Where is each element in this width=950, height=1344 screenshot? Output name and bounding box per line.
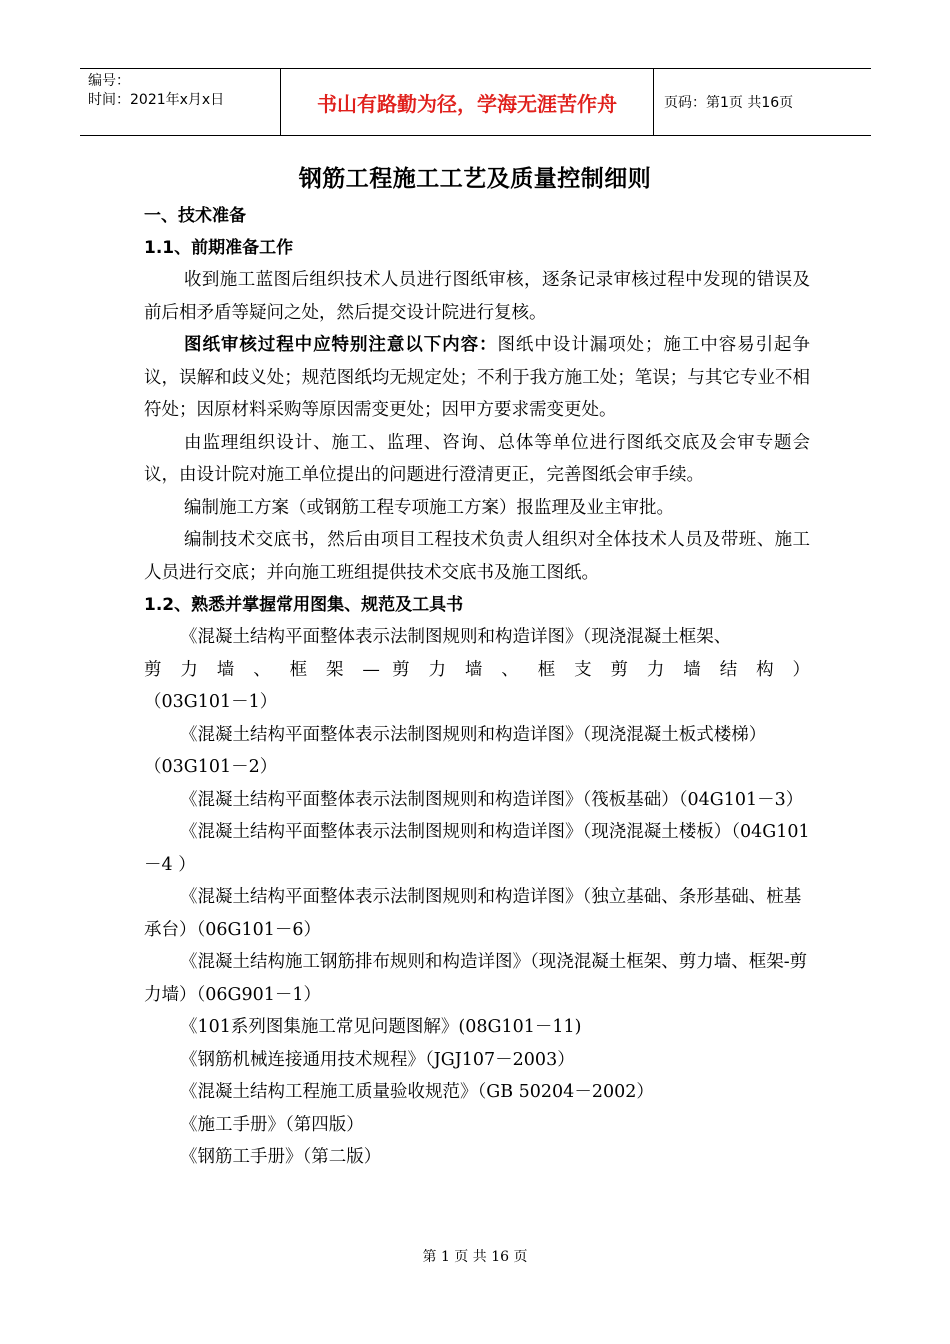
document-body	[144, 200, 810, 1174]
reference-item-1-line-2: 剪 力 墙 、 框 架 — 剪 力 墙 、 框 支 剪 力 墙 结 构 ）	[144, 659, 810, 680]
reference-item-6: 《混凝土结构施工钢筋排布规则和构造详图》（现浇混凝土框架、剪力墙、框架-剪力墙）（06G901－1）	[144, 952, 808, 1005]
subsection-heading-1-1: 1.1、前期准备工作	[144, 238, 294, 258]
reference-item-10: 《施工手册》（第四版）	[180, 1114, 364, 1135]
reference-item-7: 《101系列图集施工常见问题图解》(08G101－11)	[180, 1017, 582, 1037]
reference-item-3: 《混凝土结构平面整体表示法制图规则和构造详图》（筏板基础）（04G101－3）	[180, 789, 804, 810]
subsection-heading-1-2: 1.2、熟悉并掌握常用图集、规范及工具书	[144, 595, 464, 615]
header-meta	[80, 69, 281, 135]
page-header	[80, 68, 871, 136]
page-footer: 第 1 页 共 16 页	[422, 1249, 528, 1265]
reference-item-2: 《混凝土结构平面整体表示法制图规则和构造详图》（现浇混凝土板式楼梯） （03G101－2）	[144, 724, 767, 777]
header-motto: 书山有路勤为径，学海无涯苦作舟	[281, 69, 654, 135]
number-label: 编号：	[88, 73, 130, 89]
paragraph-1: 收到施工蓝图后组织技术人员进行图纸审核，逐条记录审核过程中发现的错误及前后相矛盾等疑问之处，然后提交设计院进行复核。	[144, 270, 810, 323]
section-heading-1: 一、技术准备	[144, 206, 246, 226]
reference-item-8: 《钢筋机械连接通用技术规程》（JGJ107－2003）	[180, 1049, 575, 1070]
reference-item-1-line-1: 《混凝土结构平面整体表示法制图规则和构造详图》（现浇混凝土框架、	[180, 627, 732, 647]
paragraph-3: 由监理组织设计、施工、监理、咨询、总体等单位进行图纸交底及会审专题会议，由设计院对施工单位提出的问题进行澄清更正，完善图纸会审手续。	[144, 432, 810, 485]
paragraph-2-text: 图纸中设计漏项处；施工中容易引起争议，误解和歧义处；规范图纸均无规定处；不利于我方施工处；笔误；与其它专业不相符处；因原材料采购等原因需变更处；因甲方要求需变更处。	[144, 335, 810, 420]
reference-item-5: 《混凝土结构平面整体表示法制图规则和构造详图》（独立基础、条形基础、桩基承台）（06G101－6）	[144, 887, 802, 940]
reference-item-4: 《混凝土结构平面整体表示法制图规则和构造详图》（现浇混凝土楼板）（04G101－4 ）	[144, 822, 810, 875]
reference-item-11: 《钢筋工手册》（第二版）	[180, 1147, 382, 1167]
paragraph-2-emphasis: 图纸审核过程中应特别注意以下内容：	[184, 335, 498, 355]
paragraph-4: 编制施工方案（或钢筋工程专项施工方案）报监理及业主审批。	[184, 497, 674, 518]
document-title: 钢筋工程施工工艺及质量控制细则	[298, 166, 652, 192]
reference-item-1-line-3: （03G101－1）	[144, 692, 278, 712]
paragraph-2	[144, 329, 810, 427]
header-page-info: 页码：第1页 共16页	[664, 95, 794, 111]
paragraph-5: 编制技术交底书，然后由项目工程技术负责人组织对全体技术人员及带班、施工人员进行交底；并向施工班组提供技术交底书及施工图纸。	[144, 530, 810, 583]
reference-item-9: 《混凝土结构工程施工质量验收规范》（GB 50204－2002）	[180, 1082, 654, 1102]
time-label: 时间：2021年x月x日	[88, 92, 225, 108]
